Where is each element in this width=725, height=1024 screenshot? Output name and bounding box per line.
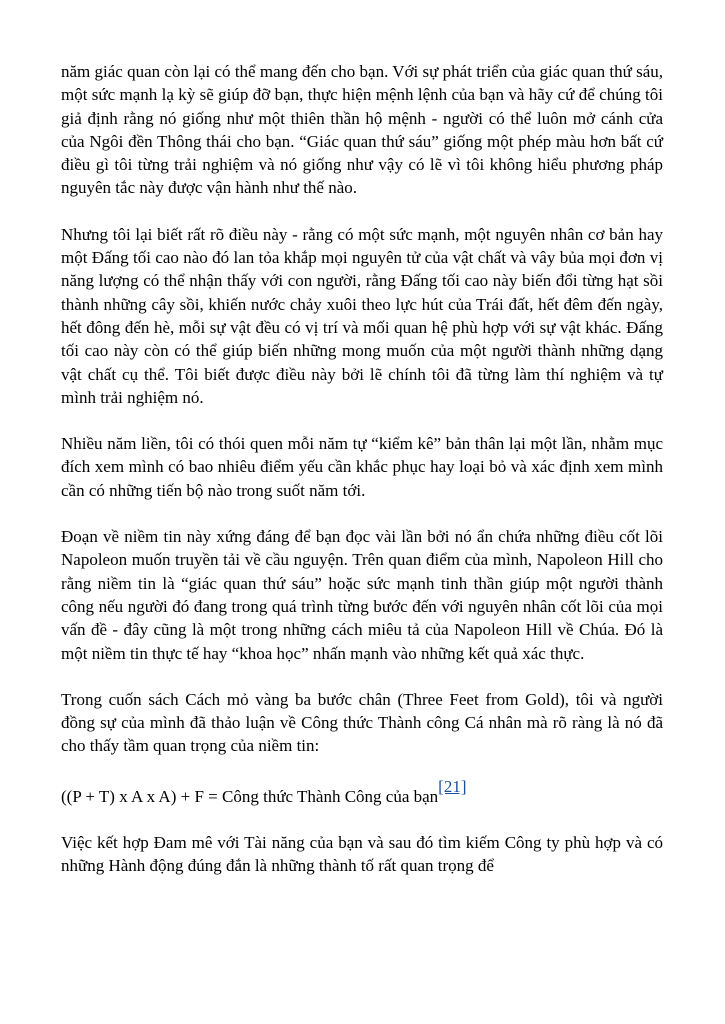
footnote-link[interactable]: [21] (438, 776, 467, 796)
paragraph-closing: Việc kết hợp Đam mê với Tài năng của bạn và sau đó tìm kiếm Công ty phù hợp và có những Hành động đúng đắn là những thành tố rất quan trọng để (61, 833, 663, 876)
document-page (61, 60, 663, 878)
paragraph-faith: Đoạn về niềm tin này xứng đáng để bạn đọc vài lần bởi nó ẩn chứa những điều cốt lõi Napoleon muốn truyền tải về cầu nguyện. Trên quan điểm của mình, Napoleon Hill cho rằng niềm tin là “giác quan thứ sáu” hoặc sức mạnh tinh thần giúp một người thành công nếu người đó đang trong quá trình từng bước đến với nguyên nhân cốt lõi của mọi vấn đề - đây cũng là một trong những cách miêu tả của Napoleon Hill về Chúa. Đó là một niềm tin thực tế hay “khoa học” nhấn mạnh vào những kết quả xác thực. (61, 527, 663, 663)
success-formula (61, 776, 663, 808)
paragraph-three-feet-from-gold: Trong cuốn sách Cách mỏ vàng ba bước chân (Three Feet from Gold), tôi và người đồng sự của mình đã thảo luận về Công thức Thành công Cá nhân mà rõ ràng là nó đã cho thấy tầm quan trọng của niềm tin: (61, 689, 663, 756)
paragraph-sixth-sense: năm giác quan còn lại có thể mang đến cho bạn. Với sự phát triển của giác quan thứ sáu, một sức mạnh lạ kỳ sẽ giúp đỡ bạn, thực hiện mệnh lệnh của bạn và hãy cứ để chúng tôi giả định rằng nó giống như một thiên thần hộ mệnh - người có thể luôn mở cánh cửa của Ngôi đền Thông thái cho bạn. “Giác quan thứ sáu” giống một phép màu hơn bất cứ điều gì tôi từng trải nghiệm và nó giống như vậy có lẽ vì tôi không hiểu phương pháp nguyên tắc này được vận hành như thế nào. (61, 62, 663, 198)
paragraph-annual-inventory: Nhiều năm liền, tôi có thói quen mỗi năm tự “kiểm kê” bản thân lại một lần, nhằm mục đích xem mình có bao nhiêu điểm yếu cần khắc phục hay loại bỏ và xác định xem mình cần có những tiến bộ nào trong suốt năm tới. (61, 434, 663, 500)
formula-text: ((P + T) x A x A) + F = Công thức Thành Công của bạn (61, 786, 439, 806)
paragraph-supreme-power: Nhưng tôi lại biết rất rõ điều này - rằng có một sức mạnh, một nguyên nhân cơ bản hay một Đấng tối cao nào đó lan tỏa khắp mọi nguyên tử của vật chất và vây bủa mọi đơn vị năng lượng có thể nhận thấy với con người, rằng Đấng tối cao này biến đổi từng hạt sồi thành những cây sồi, khiến nước chảy xuôi theo lực hút của Trái đất, hết đêm đến ngày, hết đông đến hè, mỗi sự vật đều có vị trí và mối quan hệ phù hợp với sự vật khác. Đấng tối cao này còn có thể giúp biến những mong muốn của một người thành những dạng vật chất cụ thể. Tôi biết được điều này bởi lẽ chính tôi đã từng làm thí nghiệm và tự mình trải nghiệm nó. (61, 224, 663, 407)
